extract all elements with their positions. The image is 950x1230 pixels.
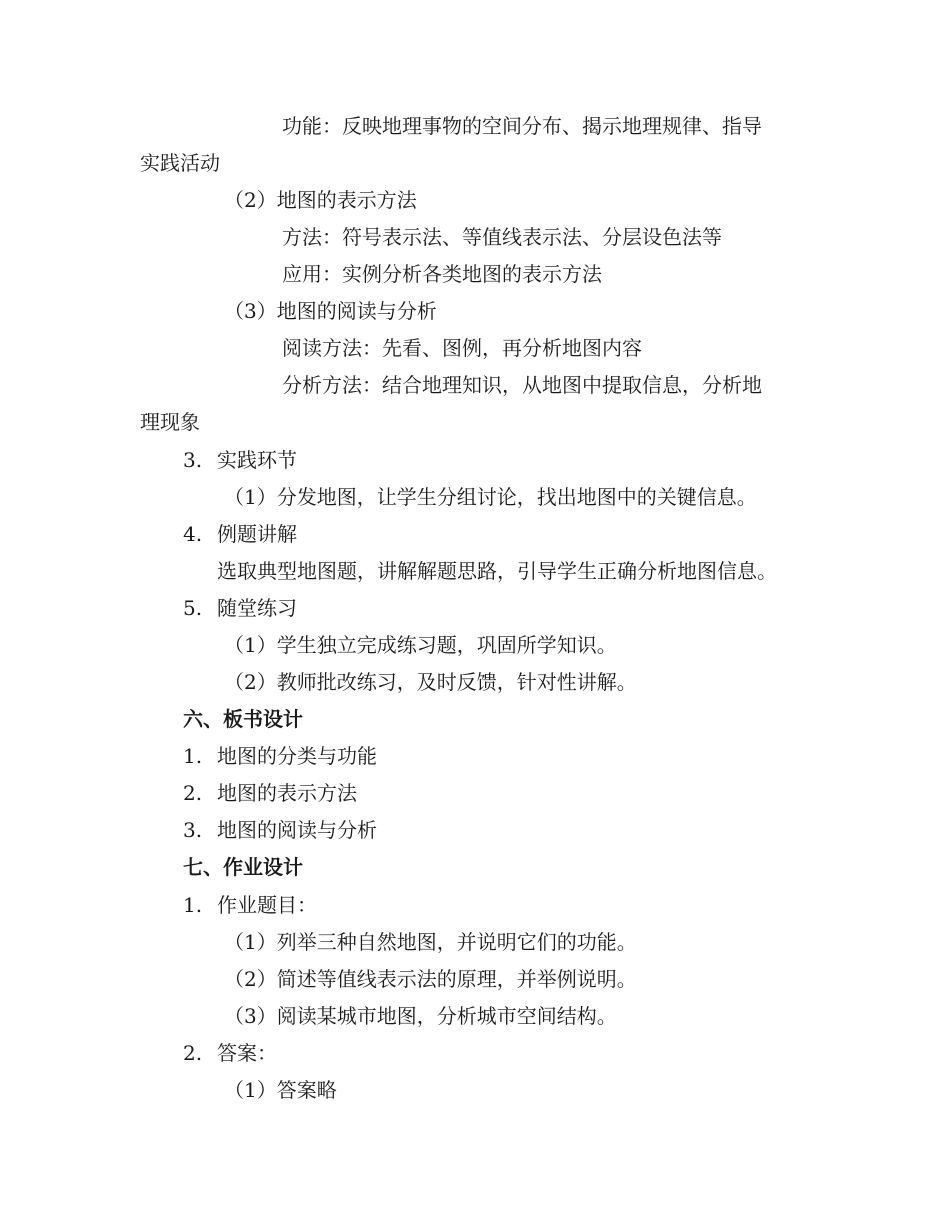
item-label: 地图的分类与功能 xyxy=(217,744,377,768)
numbered-item xyxy=(183,1039,277,1067)
text-line: （2）教师批改练习，及时反馈，针对性讲解。 xyxy=(224,670,637,694)
item-label: 地图的表示方法 xyxy=(217,781,357,805)
text-line: （2）地图的表示方法 xyxy=(224,188,417,212)
text-line: 阅读方法：先看、图例，再分析地图内容 xyxy=(282,336,642,360)
text-line: 方法：符号表示法、等值线表示法、分层设色法等 xyxy=(282,225,722,249)
text-line: 理现象 xyxy=(140,410,200,434)
text-line: （1）答案略 xyxy=(224,1078,337,1102)
text-line: （1）学生独立完成练习题，巩固所学知识。 xyxy=(224,633,617,657)
item-label: 随堂练习 xyxy=(217,596,297,620)
numbered-item xyxy=(183,594,297,622)
text-line: 实践活动 xyxy=(140,151,220,175)
item-label: 地图的阅读与分析 xyxy=(217,818,377,842)
numbered-item xyxy=(183,520,297,548)
item-label: 作业题目： xyxy=(217,893,317,917)
text-line: 分析方法：结合地理知识，从地图中提取信息，分析地 xyxy=(282,373,762,397)
text-line: 应用：实例分析各类地图的表示方法 xyxy=(282,262,602,286)
item-label: 实践环节 xyxy=(217,448,297,472)
text-line: （1）分发地图，让学生分组讨论，找出地图中的关键信息。 xyxy=(224,485,757,509)
text-line: 功能：反映地理事物的空间分布、揭示地理规律、指导 xyxy=(282,114,762,138)
item-number: 3. xyxy=(183,448,203,472)
item-label: 例题讲解 xyxy=(217,522,297,546)
numbered-item xyxy=(183,779,357,807)
text-line: 选取典型地图题，讲解解题思路，引导学生正确分析地图信息。 xyxy=(217,559,777,583)
item-number: 1. xyxy=(183,893,203,917)
item-number: 2. xyxy=(183,781,203,805)
section-heading: 六、板书设计 xyxy=(183,707,303,731)
numbered-item xyxy=(183,891,317,919)
text-line: （1）列举三种自然地图，并说明它们的功能。 xyxy=(224,930,637,954)
item-number: 1. xyxy=(183,744,203,768)
item-number: 4. xyxy=(183,522,203,546)
text-line: （3）阅读某城市地图，分析城市空间结构。 xyxy=(224,1004,617,1028)
numbered-item xyxy=(183,742,377,770)
item-number: 5. xyxy=(183,596,203,620)
section-heading: 七、作业设计 xyxy=(183,855,303,879)
item-number: 3. xyxy=(183,818,203,842)
numbered-item xyxy=(183,446,297,474)
text-line: （3）地图的阅读与分析 xyxy=(224,299,437,323)
text-line: （2）简述等值线表示法的原理，并举例说明。 xyxy=(224,967,637,991)
item-number: 2. xyxy=(183,1041,203,1065)
numbered-item xyxy=(183,816,377,844)
item-label: 答案： xyxy=(217,1041,277,1065)
